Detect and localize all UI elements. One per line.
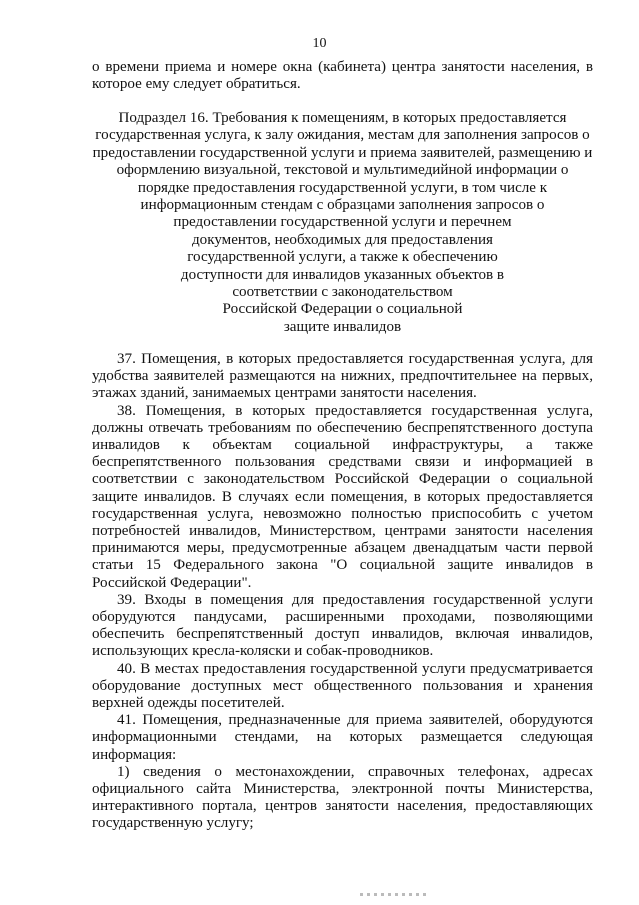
heading-line: предоставлении государственной услуги и перечнем <box>173 214 512 231</box>
paragraph-41-item-1: 1) сведения о местонахождении, справочных телефонах, адресах официального сайта Министерства, электронной почты Министерства, интерактивного портала, центров занятости населения, предоставляющих государственную услугу; <box>92 763 593 832</box>
heading-line: порядке предоставления государственной услуги, в том числе к <box>137 179 548 196</box>
heading-line: государственной услуги, а также к обеспечению <box>187 249 498 266</box>
heading-line: доступности для инвалидов указанных объектов в <box>180 266 505 283</box>
heading-line: информационным стендам с образцами заполнения запросов о <box>140 197 545 214</box>
paragraph-41: 41. Помещения, предназначенные для приема заявителей, оборудуются информационными стендами, на которых размещается следующая информация: <box>92 712 593 763</box>
lead-paragraph: о времени приема и номере окна (кабинета) центра занятости населения, в которое ему следует обратиться. <box>92 59 593 93</box>
heading-line: предоставлении государственной услуги и приема заявителей, размещению и <box>92 144 593 161</box>
heading-line: Российской Федерации о социальной <box>222 301 463 318</box>
paragraph-39: 39. Входы в помещения для предоставления государственной услуги оборудуются пандусами, расширенными проходами, позволяющими обеспечить беспрепятственный доступ инвалидов, включая инвалидов, использующих кресла-коляски и собак-проводников. <box>92 591 593 660</box>
heading-line: государственная услуга, к залу ожидания, местам для заполнения запросов о <box>95 127 590 144</box>
lead-paragraph-block <box>92 59 593 93</box>
main-paragraphs <box>92 351 593 833</box>
heading-line: соответствии с законодательством <box>232 284 453 301</box>
scan-artifact <box>360 893 430 896</box>
heading-line: документов, необходимых для предоставления <box>191 231 493 248</box>
paragraph-40: 40. В местах предоставления государственной услуги предусматривается оборудование доступных мест общественного пользования и хранения верхней одежды посетителей. <box>92 660 593 712</box>
paragraph-38: 38. Помещения, в которых предоставляется государственная услуга, должны отвечать требованиям по обеспечению беспрепятственного доступа инвалидов к объектам социальной инфраструктуры, а также беспрепятственного пользования средствами связи и информацией в соответствии с законодательством Российской Федерации о социальной защите инвалидов. В случаях если помещения, в которых предоставляется государственная услуга, невозможно полностью приспособить с учетом потребностей инвалидов, Министерством, центрами занятости населения принимаются меры, предусмотренные абзацем двенадцатым части первой статьи 15 Федерального закона "О социальной защите инвалидов в Российской Федерации". <box>92 402 593 591</box>
page-number: 10 <box>312 36 327 51</box>
heading-line: защите инвалидов <box>283 318 402 335</box>
paragraph-37: 37. Помещения, в которых предоставляется государственная услуга, для удобства заявителей размещаются на нижних, предпочтительнее на первых, этажах зданий, занимаемых центрами занятости населения. <box>92 351 593 402</box>
heading-line: Подраздел 16. Требования к помещениям, в которых предоставляется <box>118 110 567 126</box>
section-heading <box>92 110 593 336</box>
heading-line: оформлению визуальной, текстовой и мультимедийной информации о <box>116 162 569 179</box>
